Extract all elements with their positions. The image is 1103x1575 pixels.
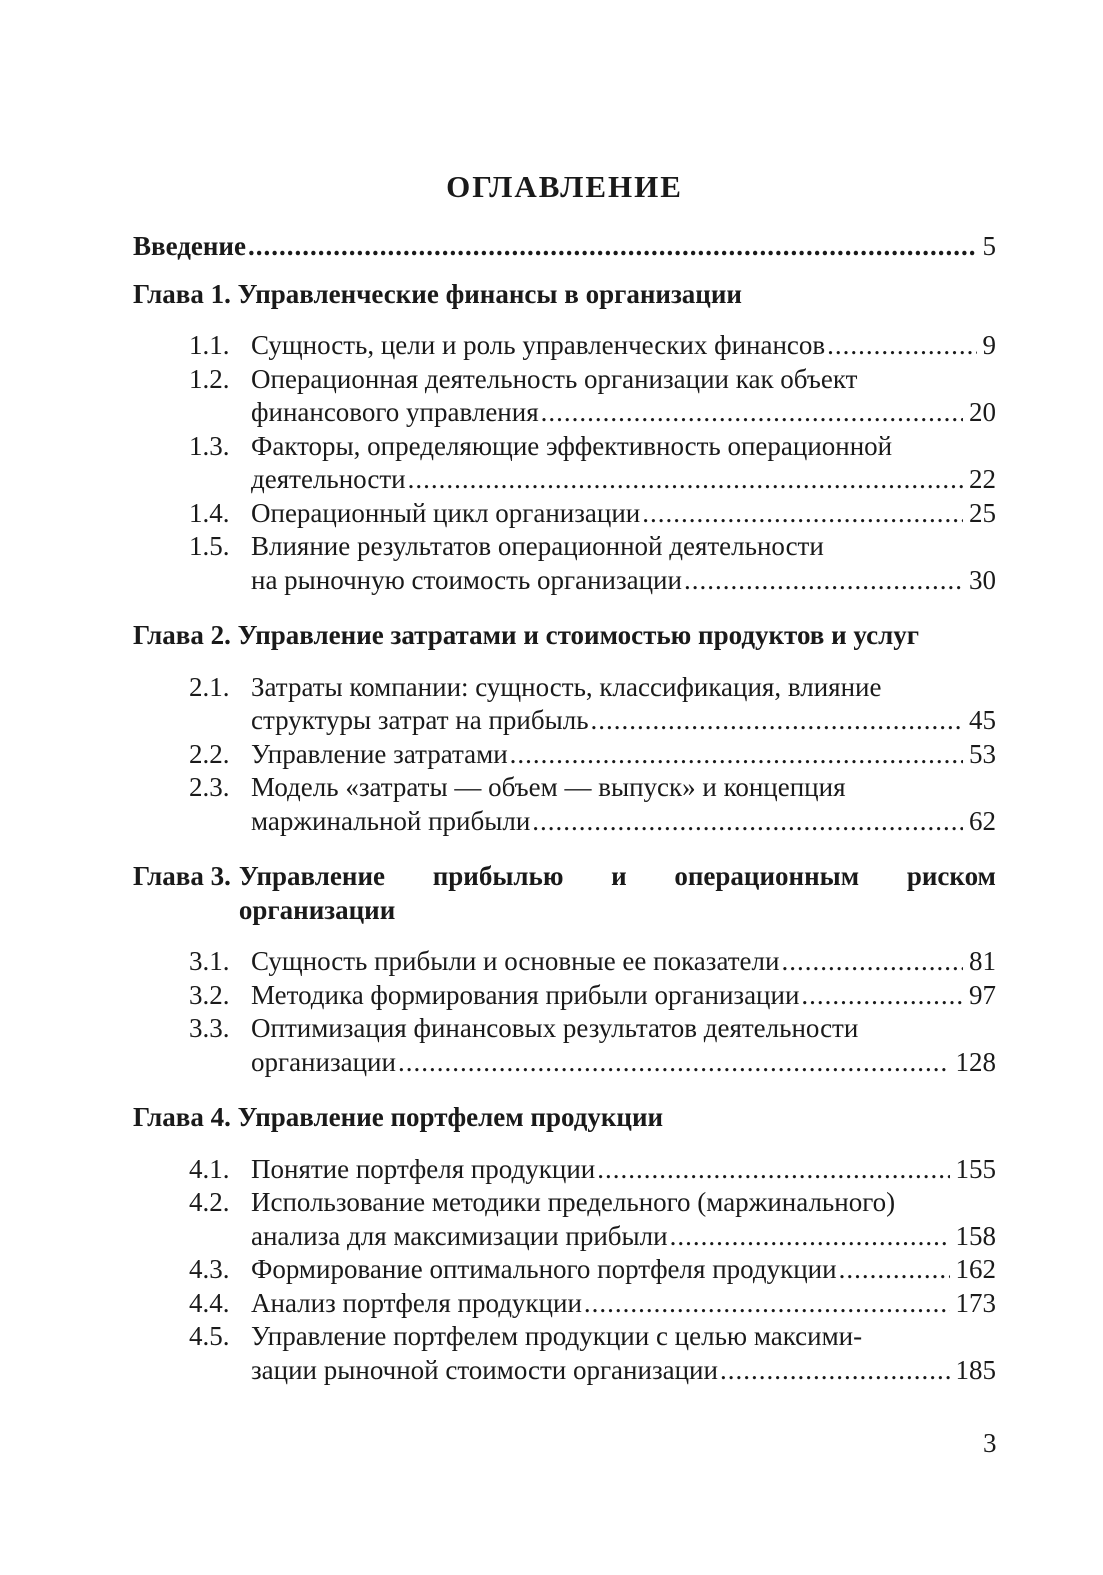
dot-leader xyxy=(248,230,977,264)
toc-section-entry[interactable] xyxy=(133,497,996,531)
dot-leader xyxy=(510,738,963,772)
section-page-number: 162 xyxy=(955,1254,996,1284)
section-number: 3.3. xyxy=(189,1013,230,1043)
toc-section-entry[interactable] xyxy=(133,738,996,772)
section-title-last-line xyxy=(251,1253,996,1287)
dot-leader xyxy=(642,497,963,531)
section-title-text: деятельности xyxy=(251,464,406,494)
section-number: 1.3. xyxy=(189,430,230,461)
toc-section-entry[interactable] xyxy=(133,1186,996,1253)
section-number: 1.4. xyxy=(189,497,230,528)
section-page-number: 25 xyxy=(969,497,996,528)
section-number: 4.4. xyxy=(189,1287,230,1318)
section-title xyxy=(251,738,996,772)
section-title-line: Влияние результатов операционной деятельности xyxy=(251,531,824,561)
dot-leader xyxy=(541,396,963,430)
section-title-text: Сущность прибыли и основные ее показатели xyxy=(251,946,780,976)
section-number: 4.2. xyxy=(189,1187,230,1217)
section-number-cell xyxy=(133,1287,251,1321)
section-page-number: 30 xyxy=(969,564,996,595)
section-title-line: Управление портфелем продукции с целью максими- xyxy=(251,1321,863,1351)
section-title-last-line xyxy=(251,463,996,497)
section-number-cell xyxy=(133,1253,251,1287)
toc-section-entry[interactable] xyxy=(133,1153,996,1187)
toc-section-entry[interactable] xyxy=(133,1320,996,1387)
section-title-text: Управление затратами xyxy=(251,738,508,769)
toc-section-entry[interactable] xyxy=(133,363,996,430)
section-title xyxy=(251,329,996,363)
chapter-title-word: операционным xyxy=(674,861,860,891)
section-title xyxy=(251,671,996,738)
toc-section-entry[interactable] xyxy=(133,1253,996,1287)
section-title-last-line xyxy=(251,1046,996,1080)
section-title xyxy=(251,1153,996,1187)
section-title xyxy=(251,979,996,1013)
section-number-cell xyxy=(133,1320,251,1387)
section-number: 1.5. xyxy=(189,531,230,561)
dot-leader xyxy=(532,805,963,839)
chapter-prefix: Глава 3. xyxy=(133,861,231,891)
section-title-last-line xyxy=(251,396,996,430)
section-number-cell xyxy=(133,363,251,430)
section-number-cell xyxy=(133,738,251,772)
dot-leader xyxy=(584,1287,950,1321)
section-page-number: 53 xyxy=(969,738,996,769)
section-number: 2.3. xyxy=(189,772,230,802)
section-title-text: финансового управления xyxy=(251,397,539,427)
chapter-title-body xyxy=(239,860,996,927)
section-number-cell xyxy=(133,1012,251,1079)
section-title-line: Модель «затраты — объем — выпуск» и концепция xyxy=(251,772,846,802)
section-page-number: 81 xyxy=(969,946,996,976)
section-number-cell xyxy=(133,771,251,838)
section-page-number: 9 xyxy=(982,330,996,360)
toc-section-entry[interactable] xyxy=(133,1012,996,1079)
section-page-number: 185 xyxy=(955,1354,996,1385)
section-title-last-line xyxy=(251,805,996,839)
section-title-text: маржинальной прибыли xyxy=(251,805,531,836)
section-title-last-line xyxy=(251,564,996,598)
section-title xyxy=(251,1287,996,1321)
section-page-number: 158 xyxy=(955,1220,996,1251)
section-number-cell xyxy=(133,671,251,738)
section-title-text: Методика формирования прибыли организации xyxy=(251,979,800,1010)
section-title-line: Факторы, определяющие эффективность операционной xyxy=(251,430,893,461)
section-title-last-line xyxy=(251,945,996,979)
dot-leader xyxy=(408,463,963,497)
section-title xyxy=(251,1012,996,1079)
section-number: 1.2. xyxy=(189,363,230,394)
chapter-title-line-1 xyxy=(239,860,996,894)
section-title-text: организации xyxy=(251,1046,396,1077)
section-number: 2.2. xyxy=(189,738,230,769)
toc-section-entry[interactable] xyxy=(133,979,996,1013)
dot-leader xyxy=(801,979,963,1013)
section-title-last-line xyxy=(251,1287,996,1321)
section-title-text: анализа для максимизации прибыли xyxy=(251,1220,668,1251)
section-number-cell xyxy=(133,530,251,597)
section-number-cell xyxy=(133,1186,251,1253)
toc-section-entry[interactable] xyxy=(133,945,996,979)
toc-intro-entry[interactable] xyxy=(133,230,996,264)
toc-section-entry[interactable] xyxy=(133,771,996,838)
dot-leader xyxy=(670,1220,950,1254)
dot-leader xyxy=(597,1153,949,1187)
section-title-text: зации рыночной стоимости организации xyxy=(251,1354,718,1385)
section-number-cell xyxy=(133,329,251,363)
section-title-last-line xyxy=(251,1220,996,1254)
chapter-title-word: риском xyxy=(906,861,996,891)
section-title-text: структуры затрат на прибыль xyxy=(251,705,589,735)
toc-section-entry[interactable] xyxy=(133,530,996,597)
toc-section-entry[interactable] xyxy=(133,671,996,738)
chapter-heading-1[interactable]: Глава 1. Управленческие финансы в организации xyxy=(133,278,742,309)
chapter-heading-3[interactable] xyxy=(133,860,996,927)
section-title-text: Формирование оптимального портфеля продукции xyxy=(251,1254,837,1284)
section-title-last-line xyxy=(251,979,996,1013)
section-number-cell xyxy=(133,1153,251,1187)
section-title xyxy=(251,430,996,497)
chapter-title-word: и xyxy=(611,861,627,891)
section-title-text: Операционный цикл организации xyxy=(251,497,641,528)
chapter-heading-4[interactable]: Глава 4. Управление портфелем продукции xyxy=(133,1102,664,1132)
section-number: 2.1. xyxy=(189,671,230,702)
section-number: 4.3. xyxy=(189,1254,230,1284)
toc-section-entry[interactable] xyxy=(133,329,996,363)
section-title-last-line xyxy=(251,497,996,531)
dot-leader xyxy=(398,1046,950,1080)
chapter-title-line-2: организации xyxy=(238,894,396,925)
section-title-line: Затраты компании: сущность, классификация, влияние xyxy=(251,671,882,702)
section-title-last-line xyxy=(251,738,996,772)
section-title-text: на рыночную стоимость организации xyxy=(251,564,682,595)
section-title xyxy=(251,1253,996,1287)
dot-leader xyxy=(720,1354,950,1388)
section-number-cell xyxy=(133,979,251,1013)
toc-title: ОГЛАВЛЕНИЕ xyxy=(446,169,683,204)
section-title-last-line xyxy=(251,329,996,363)
page-number: 3 xyxy=(983,1428,997,1458)
section-title xyxy=(251,363,996,430)
section-title-text: Сущность, цели и роль управленческих финансов xyxy=(251,330,826,360)
section-number: 4.5. xyxy=(189,1321,230,1351)
dot-leader xyxy=(684,564,963,598)
section-number: 3.1. xyxy=(189,946,230,976)
section-title-text: Анализ портфеля продукции xyxy=(251,1287,582,1318)
section-number-cell xyxy=(133,945,251,979)
section-title xyxy=(251,771,996,838)
table-of-contents xyxy=(133,168,996,1387)
section-page-number: 128 xyxy=(955,1046,996,1077)
section-title xyxy=(251,530,996,597)
chapter-heading-2[interactable]: Глава 2. Управление затратами и стоимостью продуктов и услуг xyxy=(133,620,919,650)
toc-chapters xyxy=(133,278,996,1388)
section-number: 4.1. xyxy=(189,1153,230,1184)
section-title-last-line xyxy=(251,1354,996,1388)
dot-leader xyxy=(591,704,963,738)
toc-intro-page: 5 xyxy=(982,231,996,261)
toc-intro-label: Введение xyxy=(133,231,246,261)
chapter-title-word: прибылью xyxy=(432,861,564,891)
section-number-cell xyxy=(133,430,251,497)
toc-section-entry[interactable] xyxy=(133,430,996,497)
section-title-line: Операционная деятельность организации как объект xyxy=(251,363,858,394)
section-title xyxy=(251,945,996,979)
section-page-number: 20 xyxy=(969,397,996,427)
section-number: 1.1. xyxy=(189,330,230,360)
section-title-text: Понятие портфеля продукции xyxy=(251,1153,596,1184)
section-title-line: Оптимизация финансовых результатов деятельности xyxy=(251,1013,859,1043)
chapter-title-word: Управление xyxy=(238,861,386,891)
dot-leader xyxy=(827,329,976,363)
section-page-number: 45 xyxy=(969,705,996,735)
section-title-last-line xyxy=(251,704,996,738)
section-title xyxy=(251,1186,996,1253)
section-page-number: 22 xyxy=(969,464,996,494)
section-number: 3.2. xyxy=(189,979,230,1010)
section-page-number: 173 xyxy=(955,1287,996,1318)
toc-section-entry[interactable] xyxy=(133,1287,996,1321)
dot-leader xyxy=(781,945,963,979)
section-page-number: 62 xyxy=(969,805,996,836)
dot-leader xyxy=(839,1253,950,1287)
section-title-last-line xyxy=(251,1153,996,1187)
section-title xyxy=(251,497,996,531)
section-title xyxy=(251,1320,996,1387)
section-title-line: Использование методики предельного (маржинального) xyxy=(251,1187,896,1217)
section-number-cell xyxy=(133,497,251,531)
section-page-number: 155 xyxy=(955,1153,996,1184)
section-page-number: 97 xyxy=(969,979,996,1010)
